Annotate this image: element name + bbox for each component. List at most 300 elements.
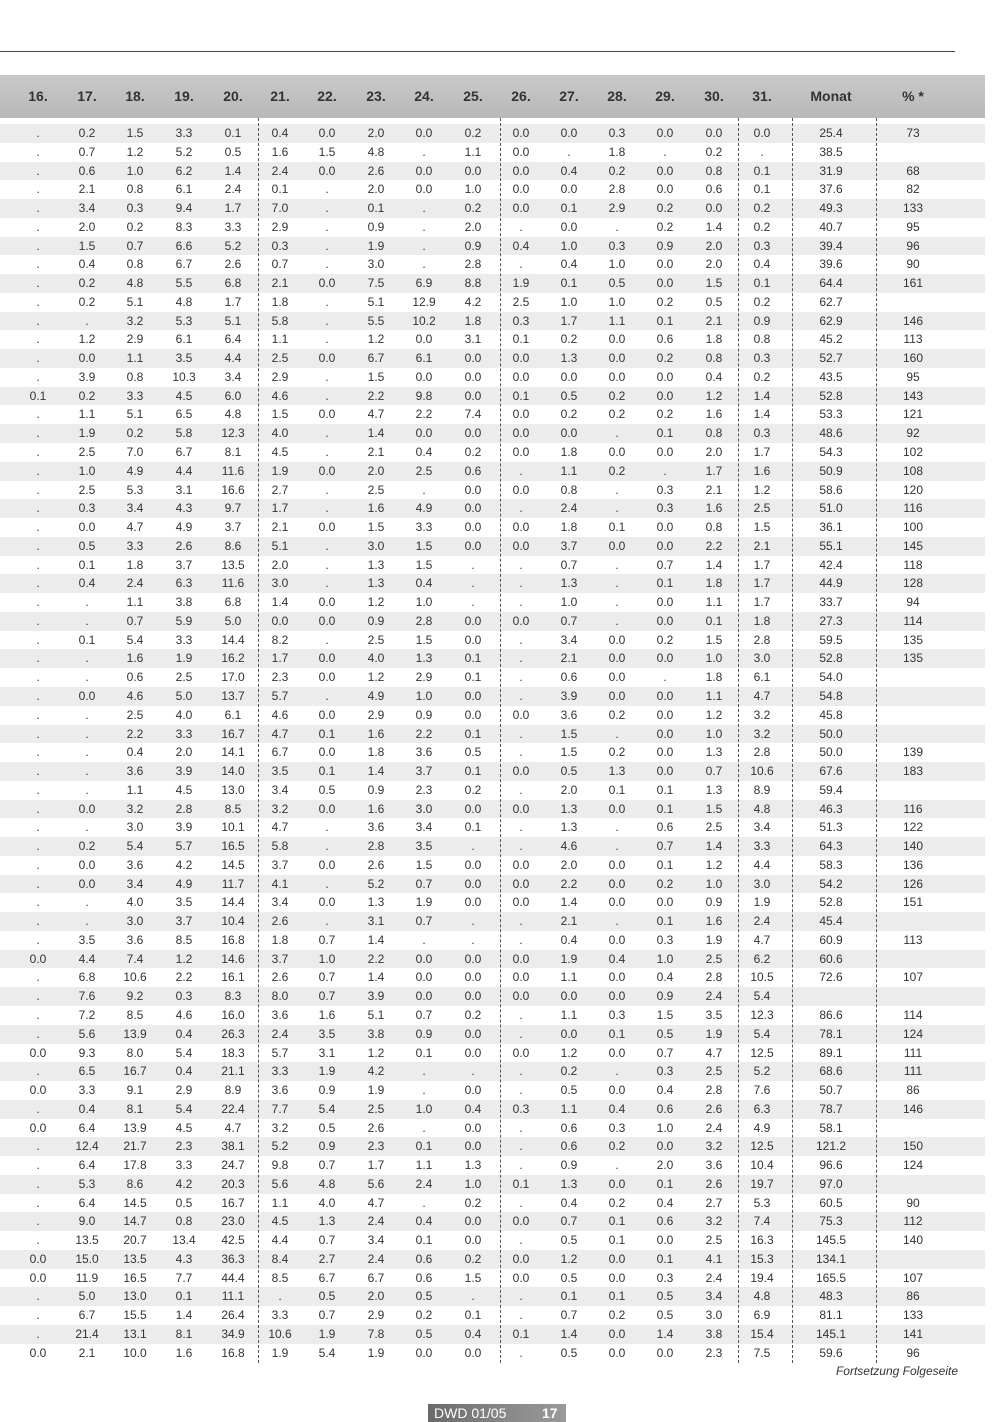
table-cell: 21.1 — [221, 1064, 245, 1079]
table-cell: . — [85, 820, 89, 835]
table-cell: 0.0 — [318, 745, 336, 760]
table-cell: 0.0 — [78, 351, 96, 366]
table-cell: 1.5 — [560, 726, 578, 741]
table-cell: 0.0 — [415, 126, 433, 140]
table-cell: 0.4 — [753, 257, 771, 272]
table-cell: 5.7 — [175, 839, 193, 854]
table-cell: 0.0 — [464, 707, 482, 722]
table-cell: 1.9 — [271, 1345, 289, 1360]
table-cell: 0.1 — [512, 1327, 530, 1341]
table-cell: 0.0 — [656, 1345, 674, 1360]
table-cell: 4.6 — [271, 388, 289, 403]
table-cell: . — [663, 463, 667, 478]
table-cell: 0.0 — [464, 369, 482, 384]
table-cell: 86 — [906, 1289, 920, 1304]
table-cell: 8.0 — [271, 989, 289, 1004]
table-cell: 14.0 — [221, 764, 245, 779]
table-cell: 49.3 — [819, 201, 843, 216]
table-cell: 25.4 — [819, 126, 843, 140]
table-cell: 39.6 — [819, 257, 843, 272]
table-cell: 6.1 — [415, 351, 433, 366]
table-cell: 0.2 — [656, 201, 674, 216]
table-cell: . — [325, 332, 329, 347]
table-cell: 0.0 — [608, 1345, 626, 1360]
table-cell: 1.0 — [608, 257, 626, 272]
table-cell: 1.6 — [367, 501, 385, 516]
table-cell: 0.7 — [318, 989, 336, 1004]
table-cell: 0.0 — [464, 501, 482, 516]
table-cell: 16.0 — [221, 1007, 245, 1022]
table-cell: 5.5 — [175, 276, 193, 291]
table-cell: 3.6 — [560, 707, 578, 722]
table-cell: 2.5 — [367, 1101, 385, 1116]
table-cell: 0.0 — [464, 1139, 482, 1154]
table-cell: 1.4 — [705, 219, 723, 234]
table-cell: 5.4 — [318, 1345, 336, 1360]
column-divider — [738, 118, 739, 1363]
table-cell: . — [422, 257, 426, 272]
table-cell: 2.8 — [705, 1083, 723, 1098]
table-cell: 0.1 — [656, 426, 674, 441]
table-cell: 1.4 — [224, 163, 242, 178]
table-cell: 0.2 — [78, 388, 96, 403]
table-cell: 0.0 — [656, 257, 674, 272]
table-cell: 11.9 — [75, 1270, 99, 1285]
table-cell: . — [615, 426, 619, 441]
table-cell: 0.0 — [512, 351, 530, 366]
table-cell: 82 — [906, 182, 920, 197]
table-cell: 0.3 — [656, 501, 674, 516]
table-cell: 6.5 — [78, 1064, 96, 1079]
table-cell: 51.0 — [819, 501, 843, 516]
table-cell: 1.0 — [318, 951, 336, 966]
table-cell: 0.0 — [464, 1214, 482, 1229]
table-cell: 0.3 — [656, 1064, 674, 1079]
table-cell: . — [325, 688, 329, 703]
table-cell: 0.1 — [415, 1045, 433, 1060]
table-cell: 1.0 — [560, 294, 578, 309]
table-cell: . — [519, 688, 523, 703]
table-row — [0, 1175, 985, 1194]
table-cell: 0.6 — [126, 670, 144, 685]
table-cell: 0.0 — [464, 1026, 482, 1041]
table-cell: 52.8 — [819, 651, 843, 666]
table-cell: . — [615, 576, 619, 591]
table-cell: 0.2 — [753, 294, 771, 309]
table-cell: 73 — [906, 126, 920, 140]
table-cell: . — [36, 745, 40, 760]
table-cell: . — [325, 369, 329, 384]
table-cell: . — [615, 1158, 619, 1173]
table-cell: 3.2 — [705, 1139, 723, 1154]
table-cell: 3.4 — [224, 369, 242, 384]
table-cell: 1.2 — [753, 482, 771, 497]
table-cell: 0.0 — [512, 144, 530, 159]
table-cell: 3.3 — [126, 388, 144, 403]
table-cell: 1.1 — [560, 1101, 578, 1116]
table-cell: 1.7 — [367, 1158, 385, 1173]
table-cell: 4.4 — [175, 463, 193, 478]
table-cell: . — [471, 595, 475, 610]
table-cell: 112 — [903, 1214, 923, 1229]
table-header — [0, 75, 985, 118]
table-cell: 3.5 — [78, 932, 96, 947]
table-cell: . — [471, 839, 475, 854]
table-cell: . — [325, 257, 329, 272]
table-cell: 108 — [902, 463, 924, 478]
table-cell: 0.1 — [656, 1176, 674, 1191]
table-cell: 0.0 — [318, 595, 336, 610]
table-cell: 20.3 — [221, 1176, 245, 1191]
table-cell: 3.4 — [271, 782, 289, 797]
table-cell: . — [36, 595, 40, 610]
table-cell: 1.0 — [608, 294, 626, 309]
table-cell: 0.5 — [224, 144, 242, 159]
table-cell: . — [36, 426, 40, 441]
table-row — [0, 556, 985, 575]
table-cell: 89.1 — [819, 1045, 843, 1060]
table-cell: 0.0 — [512, 426, 530, 441]
table-cell: 12.3 — [750, 1007, 774, 1022]
table-cell: 0.7 — [78, 144, 96, 159]
table-cell: 5.2 — [175, 144, 193, 159]
table-cell: 2.4 — [753, 914, 771, 929]
table-cell: 0.0 — [318, 276, 336, 291]
column-header: 25. — [463, 88, 483, 104]
table-cell: . — [36, 257, 40, 272]
table-cell: 2.8 — [608, 182, 626, 197]
table-cell: . — [36, 538, 40, 553]
table-cell: . — [422, 932, 426, 947]
table-cell: 2.5 — [271, 351, 289, 366]
table-cell: 0.2 — [78, 839, 96, 854]
table-cell: 0.1 — [464, 651, 482, 666]
table-cell: . — [36, 1007, 40, 1022]
table-cell: 0.0 — [464, 857, 482, 872]
table-cell: 0.0 — [608, 857, 626, 872]
table-cell: 42.5 — [221, 1233, 245, 1248]
table-cell: 1.9 — [512, 276, 530, 291]
table-cell: 72.6 — [819, 970, 843, 985]
table-cell: 5.0 — [175, 688, 193, 703]
table-cell: 2.4 — [705, 1120, 723, 1135]
table-cell: 1.5 — [318, 144, 336, 159]
table-cell: 0.9 — [318, 1139, 336, 1154]
table-cell: 160 — [902, 351, 924, 366]
table-cell: . — [325, 576, 329, 591]
table-cell: 10.1 — [221, 820, 245, 835]
table-cell: 0.4 — [464, 1327, 482, 1341]
table-cell: 4.8 — [224, 407, 242, 422]
table-cell: 3.6 — [126, 764, 144, 779]
table-cell: 5.1 — [126, 407, 144, 422]
table-row — [0, 800, 985, 819]
table-cell: 0.6 — [560, 1120, 578, 1135]
table-cell: 0.3 — [753, 238, 771, 253]
column-header: 29. — [655, 88, 675, 104]
table-cell: 1.7 — [753, 445, 771, 460]
table-cell: . — [36, 482, 40, 497]
table-cell: 0.0 — [656, 764, 674, 779]
table-cell: 0.0 — [318, 857, 336, 872]
table-cell: 0.1 — [656, 782, 674, 797]
table-cell: 5.4 — [175, 1045, 193, 1060]
table-cell: 3.0 — [367, 257, 385, 272]
table-cell: 0.4 — [175, 1064, 193, 1079]
table-cell: 43.5 — [819, 369, 843, 384]
table-cell: . — [85, 914, 89, 929]
table-cell: 1.5 — [415, 632, 433, 647]
table-cell: . — [36, 1176, 40, 1191]
table-cell: 13.9 — [123, 1120, 147, 1135]
table-cell: 10.6 — [750, 764, 774, 779]
table-cell: 94 — [906, 595, 920, 610]
table-cell: 34.9 — [221, 1327, 245, 1341]
table-cell: 2.0 — [367, 463, 385, 478]
table-cell: 1.7 — [224, 294, 242, 309]
table-cell: 145 — [902, 538, 924, 553]
table-cell: 4.1 — [705, 1251, 723, 1266]
table-cell: 68.6 — [819, 1064, 843, 1079]
table-cell: . — [36, 276, 40, 291]
table-cell: 0.0 — [29, 1345, 47, 1360]
table-cell: 5.1 — [367, 1007, 385, 1022]
table-cell: 59.4 — [819, 782, 843, 797]
table-cell: 0.0 — [705, 201, 723, 216]
table-cell: 7.7 — [175, 1270, 193, 1285]
table-cell: 16.7 — [123, 1064, 147, 1079]
table-cell: 0.0 — [464, 1233, 482, 1248]
table-cell: 2.6 — [367, 163, 385, 178]
table-cell: 4.8 — [753, 1289, 771, 1304]
table-cell: 0.0 — [512, 126, 530, 140]
table-cell: 7.0 — [271, 201, 289, 216]
table-cell: 107 — [902, 970, 924, 985]
table-cell: . — [471, 576, 475, 591]
table-cell: 0.1 — [464, 764, 482, 779]
table-cell: 1.0 — [656, 951, 674, 966]
table-cell: 0.2 — [126, 426, 144, 441]
table-cell: 0.2 — [560, 332, 578, 347]
table-cell: 4.8 — [318, 1176, 336, 1191]
table-cell: 2.0 — [271, 557, 289, 572]
table-cell: 45.4 — [819, 914, 843, 929]
table-cell: 0.0 — [608, 670, 626, 685]
table-cell: 0.4 — [560, 163, 578, 178]
table-cell: 0.0 — [608, 1251, 626, 1266]
table-cell: 1.6 — [271, 144, 289, 159]
table-cell: 5.2 — [367, 876, 385, 891]
table-cell: 4.7 — [753, 688, 771, 703]
table-cell: 6.3 — [753, 1101, 771, 1116]
table-cell: 134.1 — [815, 1251, 847, 1266]
table-cell: 1.5 — [126, 126, 144, 140]
table-cell: 9.1 — [126, 1083, 144, 1098]
table-cell: 0.8 — [560, 482, 578, 497]
table-cell: 50.9 — [819, 463, 843, 478]
table-row — [0, 968, 985, 987]
table-cell: 1.1 — [126, 782, 144, 797]
table-cell: 3.5 — [271, 764, 289, 779]
table-cell: 0.0 — [29, 1083, 47, 1098]
table-cell: 5.2 — [224, 238, 242, 253]
table-cell: 120 — [902, 482, 924, 497]
table-cell: 1.9 — [367, 238, 385, 253]
table-row — [0, 1062, 985, 1081]
table-cell: 7.0 — [126, 445, 144, 460]
table-cell — [888, 687, 938, 706]
table-cell: 0.1 — [224, 126, 242, 140]
table-cell: 0.2 — [656, 876, 674, 891]
table-cell: . — [85, 745, 89, 760]
table-cell: 2.4 — [705, 989, 723, 1004]
table-cell: 26.4 — [221, 1308, 245, 1323]
table-cell: 3.2 — [271, 1120, 289, 1135]
table-cell: 0.0 — [560, 426, 578, 441]
table-cell: 1.8 — [705, 576, 723, 591]
table-cell: 0.2 — [656, 351, 674, 366]
table-cell: 1.7 — [753, 557, 771, 572]
table-cell: 96.6 — [819, 1158, 843, 1173]
table-cell: 3.4 — [560, 632, 578, 647]
table-cell: 0.2 — [415, 1308, 433, 1323]
table-row — [0, 950, 985, 969]
table-cell: 0.1 — [318, 764, 336, 779]
table-cell: 0.0 — [464, 895, 482, 910]
table-cell: 0.4 — [415, 445, 433, 460]
table-cell: 0.1 — [705, 613, 723, 628]
table-cell: 0.1 — [656, 857, 674, 872]
table-cell: . — [422, 238, 426, 253]
table-cell: 0.3 — [512, 1101, 530, 1116]
table-row — [0, 387, 985, 406]
column-header: 20. — [223, 88, 243, 104]
table-cell: 1.1 — [705, 688, 723, 703]
table-cell: 6.4 — [224, 332, 242, 347]
table-cell: 3.6 — [415, 745, 433, 760]
table-cell: 4.9 — [367, 688, 385, 703]
table-cell: 126 — [902, 876, 924, 891]
table-cell: 10.5 — [750, 970, 774, 985]
table-cell: 1.2 — [78, 332, 96, 347]
column-header: 23. — [366, 88, 386, 104]
table-cell: . — [36, 576, 40, 591]
table-cell: 0.2 — [560, 1064, 578, 1079]
table-cell: 3.8 — [367, 1026, 385, 1041]
table-cell: 0.9 — [367, 613, 385, 628]
table-cell: . — [422, 1064, 426, 1079]
table-cell: . — [36, 1139, 40, 1154]
table-cell: 2.5 — [78, 482, 96, 497]
table-row — [0, 312, 985, 331]
table-cell: 10.6 — [123, 970, 147, 985]
table-cell: 1.3 — [464, 1158, 482, 1173]
table-cell — [888, 706, 938, 725]
table-cell: 0.0 — [415, 989, 433, 1004]
table-row — [0, 143, 985, 162]
table-row — [0, 237, 985, 256]
publication-id: DWD 01/05 — [434, 1405, 507, 1421]
table-cell: 0.0 — [560, 1026, 578, 1041]
table-cell: 2.6 — [175, 538, 193, 553]
table-cell: . — [36, 764, 40, 779]
table-cell: 13.0 — [221, 782, 245, 797]
table-cell: 0.0 — [512, 538, 530, 553]
table-cell: 1.4 — [753, 388, 771, 403]
table-cell: 1.0 — [415, 1101, 433, 1116]
table-cell: 2.9 — [367, 1308, 385, 1323]
table-cell: 2.8 — [753, 632, 771, 647]
table-row — [0, 1306, 985, 1325]
table-cell: 3.4 — [271, 895, 289, 910]
table-cell: 151 — [902, 895, 924, 910]
table-cell: 2.8 — [175, 801, 193, 816]
table-cell: 3.4 — [367, 1233, 385, 1248]
table-cell: 2.8 — [415, 613, 433, 628]
table-cell: 2.9 — [415, 670, 433, 685]
table-cell: 52.8 — [819, 895, 843, 910]
table-cell: 0.1 — [512, 332, 530, 347]
table-cell: 14.4 — [221, 632, 245, 647]
table-cell: 0.0 — [415, 369, 433, 384]
table-cell: 5.6 — [367, 1176, 385, 1191]
table-row — [0, 424, 985, 443]
table-cell: 0.0 — [318, 163, 336, 178]
table-row — [0, 725, 985, 744]
table-cell: 1.0 — [656, 1120, 674, 1135]
table-cell: 2.2 — [415, 407, 433, 422]
table-cell: . — [519, 1064, 523, 1079]
table-cell: 16.7 — [221, 726, 245, 741]
table-cell: 3.7 — [224, 520, 242, 535]
table-cell: 45.2 — [819, 332, 843, 347]
table-cell: 145.1 — [815, 1327, 847, 1341]
table-cell: 0.7 — [318, 1233, 336, 1248]
table-cell: 96 — [906, 1345, 920, 1360]
table-cell: . — [519, 463, 523, 478]
table-cell: 4.1 — [271, 876, 289, 891]
table-cell: . — [325, 426, 329, 441]
table-cell: 7.6 — [78, 989, 96, 1004]
table-cell: 6.8 — [78, 970, 96, 985]
table-cell: 59.6 — [819, 1345, 843, 1360]
table-cell: 0.4 — [415, 1214, 433, 1229]
table-cell: 0.0 — [656, 613, 674, 628]
table-cell: 6.8 — [224, 276, 242, 291]
table-cell: 0.2 — [753, 219, 771, 234]
table-cell: 0.6 — [705, 182, 723, 197]
table-cell: 1.1 — [271, 1195, 289, 1210]
table-cell: 0.5 — [318, 1289, 336, 1304]
table-cell: 3.7 — [560, 538, 578, 553]
table-cell: 1.7 — [271, 501, 289, 516]
table-cell: 16.8 — [221, 1345, 245, 1360]
table-cell: 0.5 — [318, 1120, 336, 1135]
table-cell: 5.0 — [78, 1289, 96, 1304]
table-cell: 161 — [902, 276, 924, 291]
table-cell: 3.0 — [126, 820, 144, 835]
table-cell: 4.8 — [367, 144, 385, 159]
table-row — [0, 499, 985, 518]
table-cell: 0.2 — [656, 294, 674, 309]
table-cell: . — [663, 670, 667, 685]
table-cell: 0.0 — [656, 1233, 674, 1248]
table-cell: 6.3 — [175, 576, 193, 591]
table-cell: 0.0 — [560, 126, 578, 140]
table-cell: 0.0 — [415, 426, 433, 441]
table-cell: 55.1 — [819, 538, 843, 553]
table-cell: 1.8 — [560, 520, 578, 535]
